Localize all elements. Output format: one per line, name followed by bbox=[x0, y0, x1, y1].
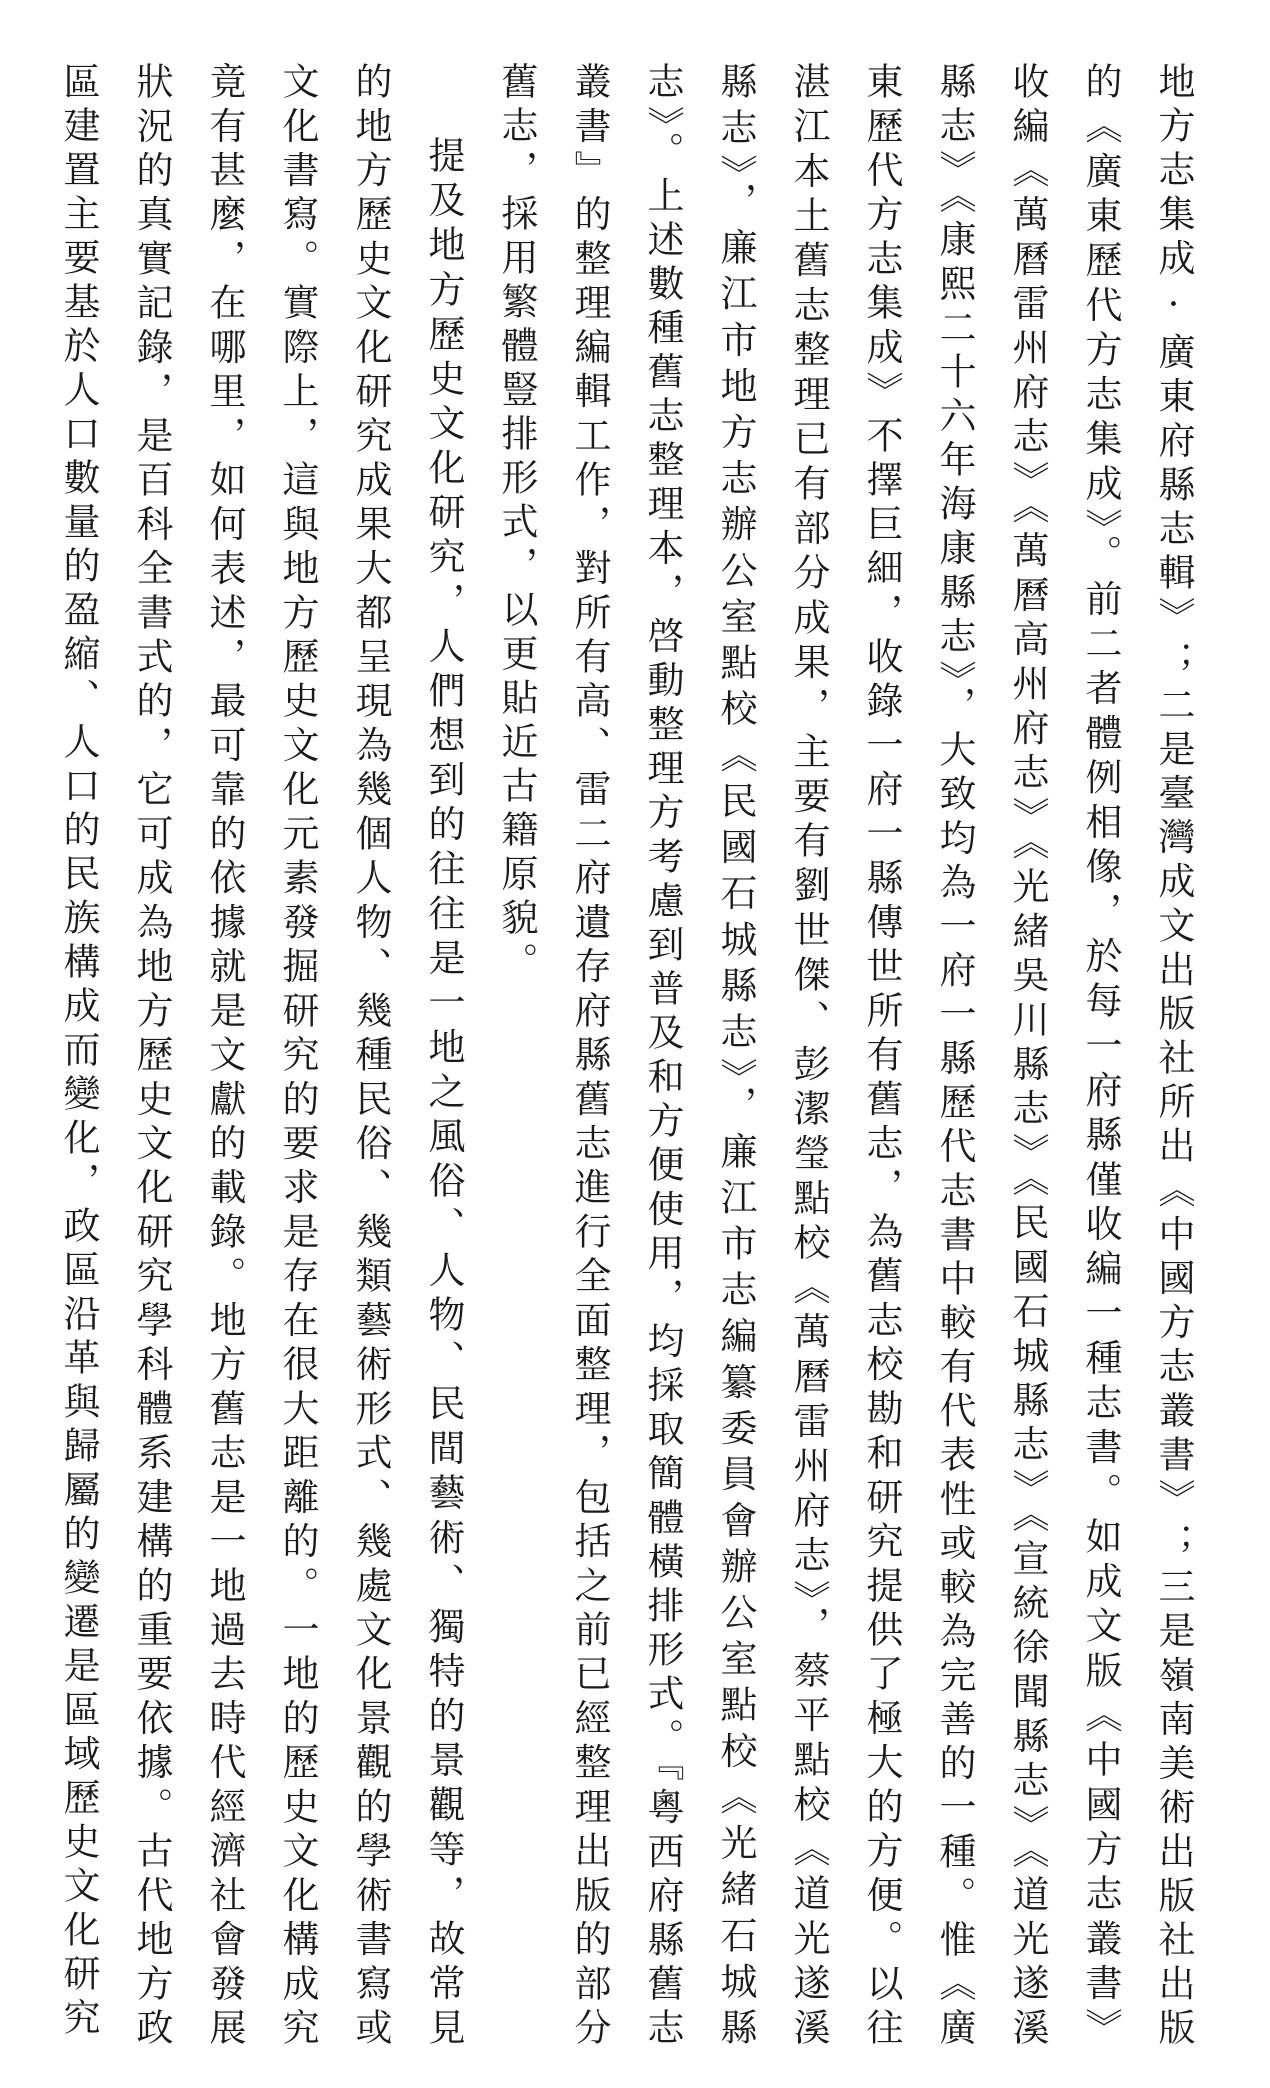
paragraph-1: 地方志集成·廣東府縣志輯》；二是臺灣成文出版社所出《中國方志叢書》；三是嶺南美術出版社出版的《廣東歷代方志集成》。前二者體例相像，於每一府縣僅收編一種志書。如成文版《中國方志叢書》收編《萬曆雷州府志》《萬曆高州府志》《光緒吳川縣志》《民國石城縣志》《宣統徐聞縣志》《道光遂溪縣志》《康熙二十六年海康縣志》，大致均為一府一縣歷代志書中較有代表性或較為完善的一種。惟《廣東歷代方志集成》不擇巨細，收錄一府一縣傳世所有舊志，為舊志校勘和研究提供了極大的方便。以往湛江本土舊志整理已有部分成果，主要有劉世傑、彭潔瑩點校《萬曆雷州府志》，蔡平點校《道光遂溪縣志》，廉江市地方志辦公室點校《民國石城縣志》，廉江市志編纂委員會辦公室點校《光緒石城縣志》。上述數種舊志整理本，啓動整理方考慮到普及和方便使用，均採取簡體橫排形式。『粵西府縣舊志叢書』的整理編輯工作，對所有高、雷二府遺存府縣舊志進行全面整理，包括之前已經整理出版的部分舊志，採用繁體豎排形式，以更貼近古籍原貌。 bbox=[495, 62, 1195, 2052]
paragraph-2: 提及地方歷史文化研究，人們想到的往往是一地之風俗、人物、民間藝術、獨特的景觀等，故常見的地方歷史文化研究成果大都呈現為幾個人物、幾種民俗、幾類藝術形式、幾處文化景觀的學術書寫或文化書寫。實際上，這與地方歷史文化元素發掘研究的要求是存在很大距離的。一地的歷史文化構成究竟有甚麼，在哪里，如何表述，最可靠的依據就是文獻的載錄。地方舊志是一地過去時代經濟社會發展狀況的真實記錄，是百科全書式的，它可成為地方歷史文化研究學科體系建構的重要依據。古代地方政區建置主要基於人口數量的盈縮、人口的民族構成而變化，政區沿革與歸屬的變遷是區域歷史文化研究 bbox=[57, 62, 465, 2052]
vertical-text-body bbox=[42, 62, 1210, 2052]
